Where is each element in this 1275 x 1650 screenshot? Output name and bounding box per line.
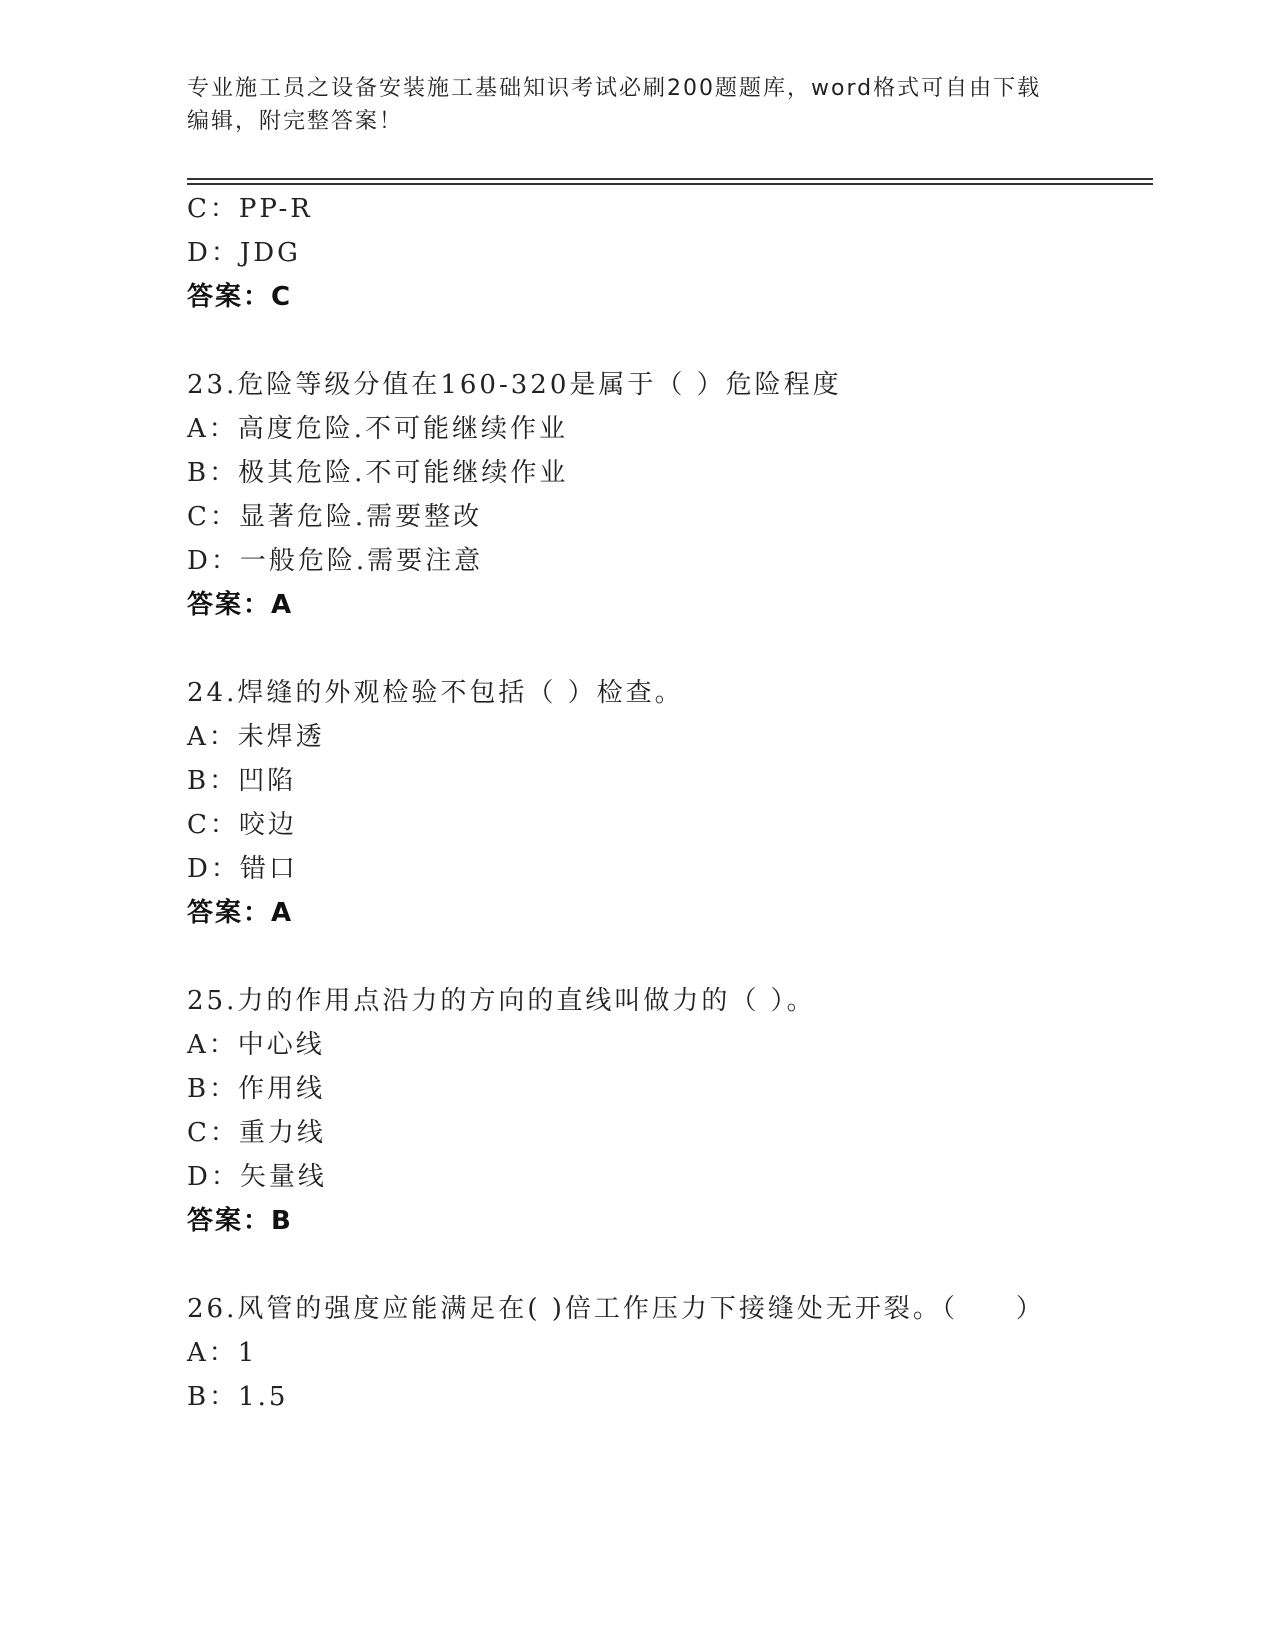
- header-title-line-1: 专业施工员之设备安装施工基础知识考试必刷200题题库，word格式可自由下载: [187, 76, 1042, 101]
- question-option: C：显著危险.需要整改: [187, 502, 483, 532]
- question-option: D：矢量线: [187, 1162, 327, 1192]
- header-divider-top: [187, 178, 1153, 180]
- question-option: D：错口: [187, 854, 298, 884]
- prev-option-d: D：JDG: [187, 238, 301, 268]
- question-stem: 25.力的作用点沿力的方向的直线叫做力的（ ）。: [187, 986, 816, 1016]
- question-option: A：中心线: [187, 1030, 325, 1060]
- question-stem: 26.风管的强度应能满足在( )倍工作压力下接缝处无开裂。（ ）: [187, 1294, 1045, 1324]
- prev-option-c: C：PP-R: [187, 194, 313, 224]
- question-option: B：1.5: [187, 1382, 289, 1412]
- header-divider-bottom: [187, 183, 1153, 185]
- question-option: D：一般危险.需要注意: [187, 546, 484, 576]
- prev-answer: 答案：C: [187, 282, 293, 312]
- question-stem: 23.危险等级分值在160-320是属于（ ）危险程度: [187, 370, 842, 400]
- question-answer: 答案：A: [187, 898, 294, 928]
- question-answer: 答案：A: [187, 590, 294, 620]
- question-option: C：咬边: [187, 810, 297, 840]
- question-option: A：高度危险.不可能继续作业: [187, 414, 569, 444]
- question-answer: 答案：B: [187, 1206, 293, 1236]
- question-option: B：极其危险.不可能继续作业: [187, 458, 569, 488]
- header-title-line-2: 编辑，附完整答案！: [187, 109, 404, 134]
- question-option: B：凹陷: [187, 766, 297, 796]
- question-option: A：未焊透: [187, 722, 325, 752]
- question-option: A：1: [187, 1338, 258, 1368]
- question-option: B：作用线: [187, 1074, 326, 1104]
- question-option: C：重力线: [187, 1118, 326, 1148]
- document-header: [187, 72, 1087, 138]
- question-stem: 24.焊缝的外观检验不包括（ ）检查。: [187, 678, 684, 708]
